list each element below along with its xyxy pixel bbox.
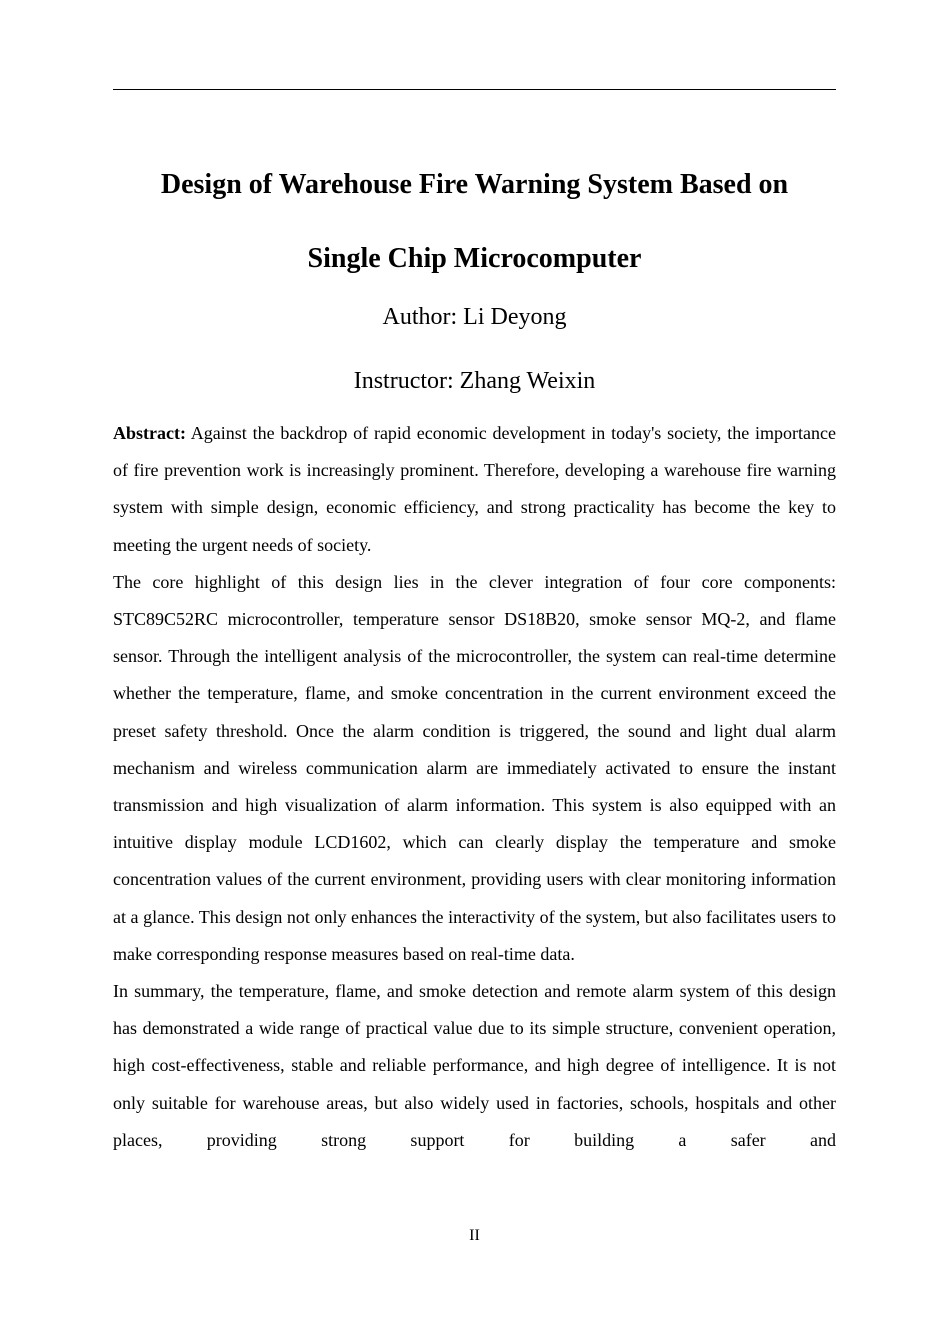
abstract-label: Abstract: bbox=[113, 423, 186, 443]
paper-title bbox=[113, 148, 836, 296]
page-number: II bbox=[469, 1227, 480, 1244]
paper-title-line-1: Design of Warehouse Fire Warning System Based on bbox=[160, 169, 789, 200]
abstract-section bbox=[113, 415, 836, 1159]
abstract-paragraph-1 bbox=[113, 415, 836, 564]
header-rule bbox=[113, 89, 836, 90]
abstract-paragraph-3: In summary, the temperature, flame, and smoke detection and remote alarm system of this design has demonstrated a wide range of practical value due to its simple structure, convenient operation, high cost-effectiveness, stable and reliable performance, and high degree of intelligence. It is not only suitable for warehouse areas, but also widely used in factories, schools, hospitals and other places, providing strong support for building a safer and bbox=[113, 981, 836, 1150]
author-line: Author: Li Deyong bbox=[382, 304, 567, 330]
abstract-paragraph-1-text: Against the backdrop of rapid economic development in today's society, the importance of fire prevention work is increasingly prominent. Therefore, developing a warehouse fire warning system with simple design, economic efficiency, and strong practicality has become the key to meeting the urgent needs of society. bbox=[113, 423, 836, 555]
paper-title-line-2: Single Chip Microcomputer bbox=[307, 243, 642, 274]
abstract-paragraph-2: The core highlight of this design lies in the clever integration of four core components: STC89C52RC microcontroller, temperature sensor DS18B20, smoke sensor MQ-2, and flame sensor. Through the intelligent analysis of the microcontroller, the system can real-time determine whether the temperature, flame, and smoke concentration in the current environment exceed the preset safety threshold. Once the alarm condition is triggered, the sound and light dual alarm mechanism and wireless communication alarm are immediately activated to ensure the instant transmission and high visualization of alarm information. This system is also equipped with an intuitive display module LCD1602, which can clearly display the temperature and smoke concentration values of the current environment, providing users with clear monitoring information at a glance. This design not only enhances the interactivity of the system, but also facilitates users to make corresponding response measures based on real-time data. bbox=[113, 571, 836, 964]
instructor-line: Instructor: Zhang Weixin bbox=[353, 368, 596, 394]
